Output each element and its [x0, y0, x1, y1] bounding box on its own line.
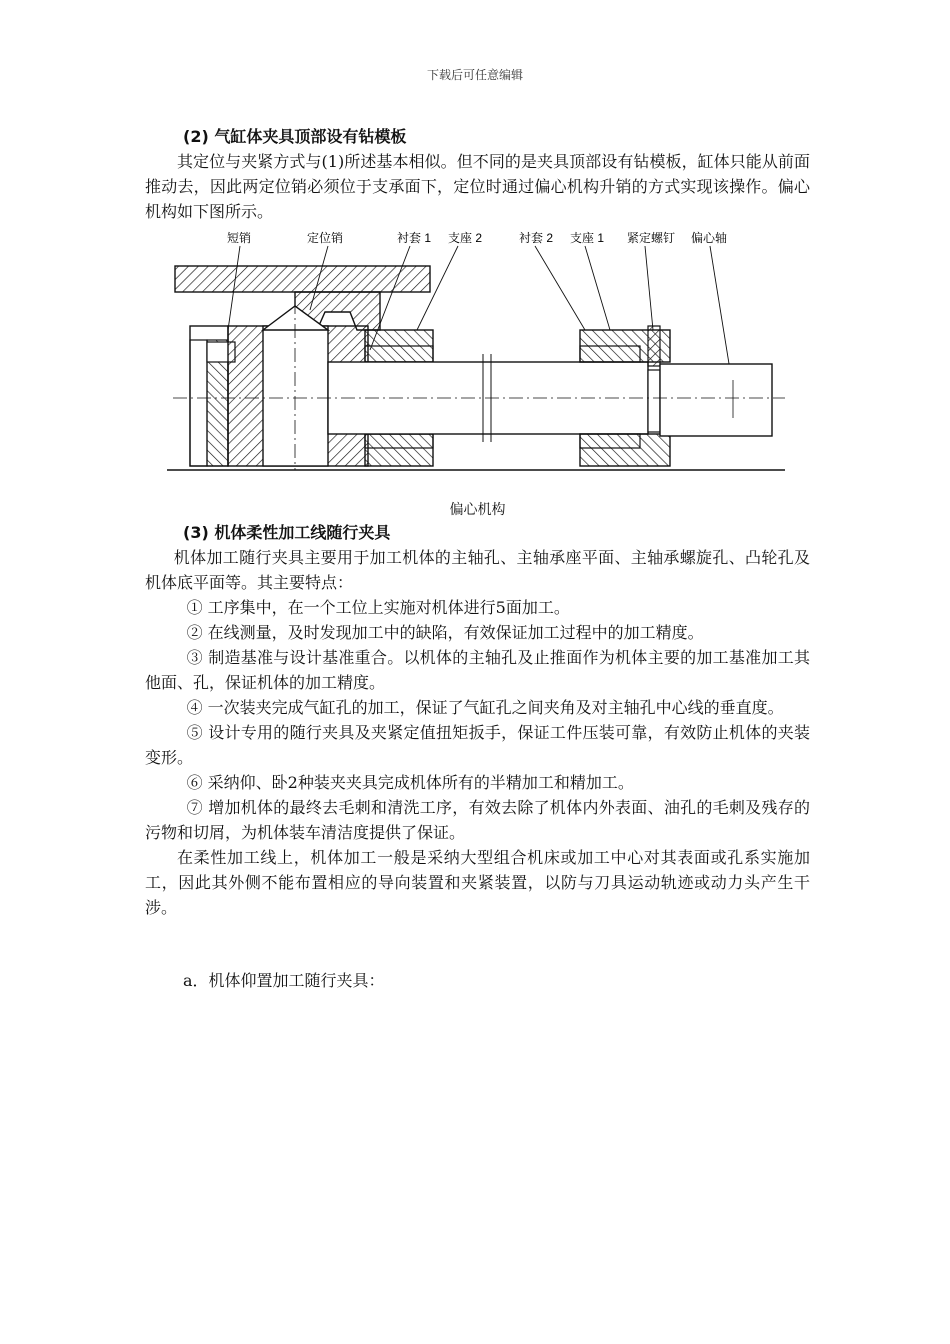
section-3-closing: 在柔性加工线上，机体加工一般是采纳大型组合机床或加工中心对其表面或孔系实施加工，因此其外侧不能布置相应的导向装置和夹紧装置，以防与刀具运动轨迹或动力头产生干涉。 — [145, 848, 810, 917]
label-support-2: 支座 2 — [448, 231, 483, 245]
eccentric-mechanism-figure — [145, 230, 810, 494]
feature-item-5: ⑤ 设计专用的随行夹具及夹紧定值扭矩扳手，保证工件压装可靠，有效防止机体的夹装变形。 — [145, 723, 810, 767]
section-2-heading: (2) 气缸体夹具顶部设有钻模板 — [183, 127, 407, 146]
subsection-a-title: a．机体仰置加工随行夹具： — [183, 971, 385, 990]
section-3-heading: (3) 机体柔性加工线随行夹具 — [183, 523, 391, 542]
section-3-intro: 机体加工随行夹具主要用于加工机体的主轴孔、主轴承座平面、主轴承螺旋孔、凸轮孔及机体底平面等。其主要特点： — [145, 548, 810, 592]
label-locating-pin: 定位销 — [307, 231, 344, 245]
label-set-screw: 紧定螺钉 — [627, 231, 676, 245]
figure-caption: 偏心机构 — [449, 502, 506, 518]
document-body — [145, 124, 810, 993]
eccentric-mechanism-drawing — [145, 230, 810, 494]
label-bushing-2: 衬套 2 — [519, 231, 554, 245]
page-header-note: 下载后可任意编辑 — [426, 68, 523, 82]
label-support-1: 支座 1 — [570, 231, 605, 245]
feature-item-2: ② 在线测量，及时发现加工中的缺陷，有效保证加工过程中的加工精度。 — [186, 623, 704, 642]
feature-item-3: ③ 制造基准与设计基准重合。以机体的主轴孔及止推面作为机体主要的加工基准加工其他面、孔，保证机体的加工精度。 — [145, 648, 810, 692]
label-eccentric-shaft: 偏心轴 — [691, 231, 728, 245]
section-2-paragraph: 其定位与夹紧方式与(1)所述基本相似。但不同的是夹具顶部设有钻模板，缸体只能从前面推动去，因此两定位销必须位于支承面下，定位时通过偏心机构升销的方式实现该操作。偏心机构如下图所示。 — [145, 152, 810, 221]
label-bushing-1: 衬套 1 — [397, 231, 432, 245]
feature-item-6: ⑥ 采纳仰、卧2种装夹夹具完成机体所有的半精加工和精加工。 — [186, 773, 634, 792]
label-short-pin: 短销 — [227, 231, 252, 245]
feature-item-1: ① 工序集中，在一个工位上实施对机体进行5面加工。 — [186, 598, 570, 617]
feature-item-7: ⑦ 增加机体的最终去毛刺和清洗工序，有效去除了机体内外表面、油孔的毛刺及残存的污物和切屑，为机体装车清洁度提供了保证。 — [145, 798, 810, 842]
feature-item-4: ④ 一次装夹完成气缸孔的加工，保证了气缸孔之间夹角及对主轴孔中心线的垂直度。 — [186, 698, 784, 717]
